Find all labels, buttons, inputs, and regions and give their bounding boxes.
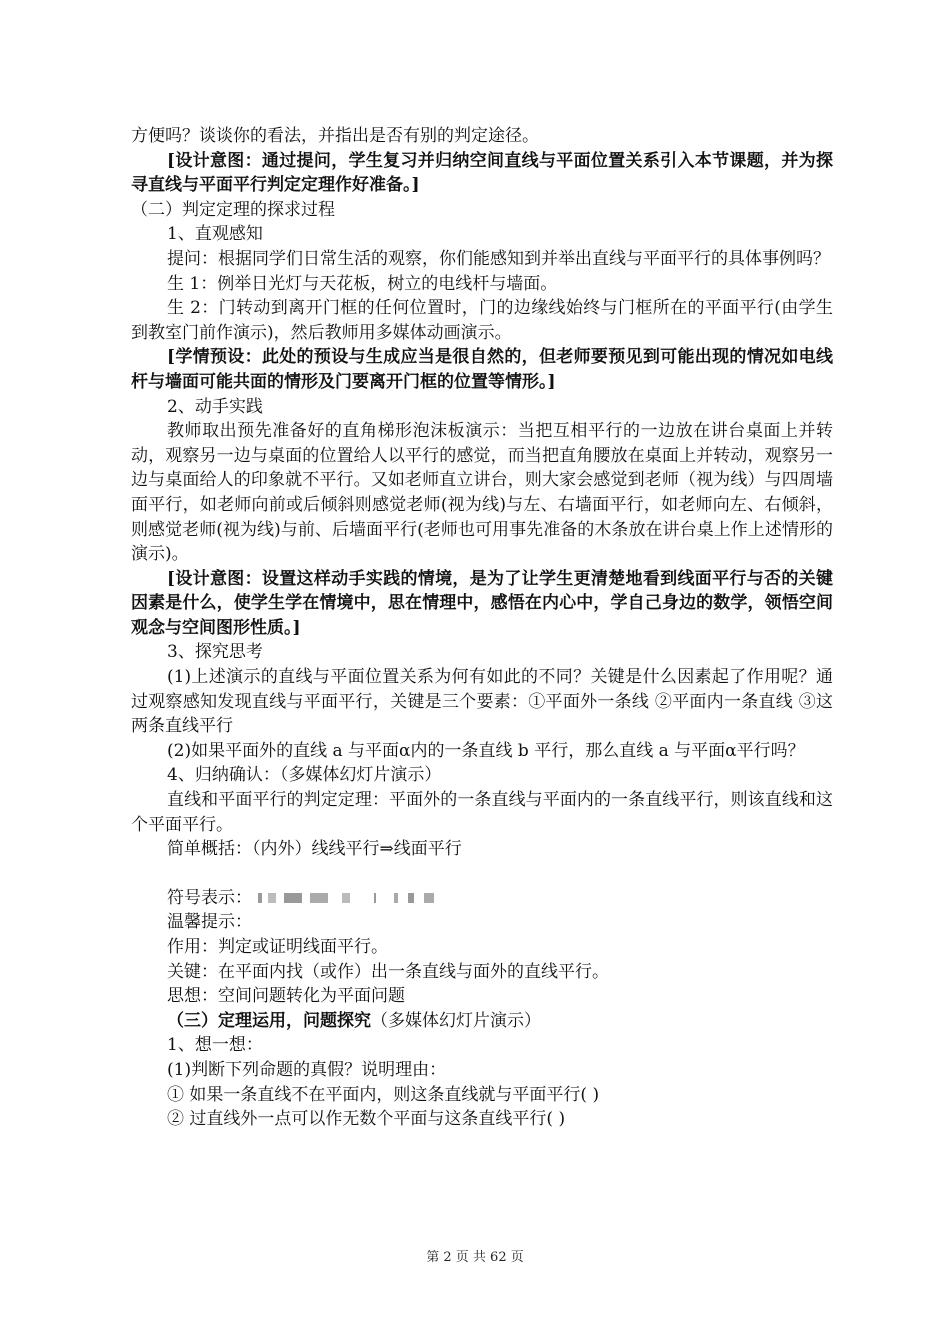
paragraph: 生 2：门转动到离开门框的任何位置时，门的边缘线始终与门框所在的平面平行(由学生到教室门前作演示)，然后教师用多媒体动画演示。 xyxy=(131,298,833,343)
subsection-heading: 3、探究思考 xyxy=(167,642,263,663)
design-intent-note: [设计意图：通过提问，学生复习并归纳空间直线与平面位置关系引入本节课题，并为探寻直线与平面平行判定定理作好准备。] xyxy=(131,150,833,196)
learning-preset-note: [学情预设：此处的预设与生成应当是很自然的，但老师要预见到可能出现的情况如电线杆与墙面可能共面的情形及门要离开门框的位置等情形。] xyxy=(131,347,833,392)
paragraph: (1)上述演示的直线与平面位置关系为何有如此的不同？关键是什么因素起了作用呢？通过观察感知发现直线与平面平行，关键是三个要素：①平面外一条线 ②平面内一条直线 ③这两条直线平行 xyxy=(131,667,833,737)
symbol-label: 符号表示： xyxy=(167,887,252,908)
page-content xyxy=(131,124,833,1132)
paragraph: (2)如果平面外的直线 a 与平面α内的一条直线 b 平行，那么直线 a 与平面α平行吗？ xyxy=(167,740,805,761)
question-item: ① 如果一条直线不在平面内，则这条直线就与平面平行( ) xyxy=(167,1084,600,1105)
tip-line: 关键：在平面内找（或作）出一条直线与面外的直线平行。 xyxy=(167,961,609,982)
paragraph: 教师取出预先准备好的直角梯形泡沫板演示：当把互相平行的一边放在讲台桌面上并转动，观察另一边与桌面的位置给人以平行的感觉，而当把直角腰放在桌面上并转动，观察另一边与桌面给人的印象就不平行。又如老师直立讲台，则大家会感觉到老师（视为线）与四周墙面平行，如老师向前或后倾斜则感觉老师(视为线)与左、右墙面平行，如老师向左、右倾斜，则感觉老师(视为线)与前、后墙面平行(老师也可用事先准备的木条放在讲台桌上作上述情形的演示)。 xyxy=(131,421,833,565)
section-heading xyxy=(131,1009,833,1034)
paragraph: 生 1：例举日光灯与天花板，树立的电线杆与墙面。 xyxy=(167,273,558,294)
tip-line: 思想：空间问题转化为平面问题 xyxy=(167,986,405,1007)
question-item: ② 过直线外一点可以作无数个平面与这条直线平行( ) xyxy=(167,1109,566,1130)
blank-line xyxy=(131,862,833,886)
summary-line: 简单概括：（内外）线线平行⇒线面平行 xyxy=(167,839,462,860)
page-footer: 第 2 页 共 62 页 xyxy=(426,1250,524,1265)
tip-line: 作用：判定或证明线面平行。 xyxy=(167,937,388,957)
section-heading-bold: （三）定理运用，问题探究 xyxy=(167,1010,371,1031)
subsection-heading: 1、想一想： xyxy=(167,1035,263,1056)
section-heading: （二）判定定理的探求过程 xyxy=(131,199,335,220)
garbled-formula-image xyxy=(258,890,458,906)
subsection-heading: 1、直观感知 xyxy=(167,224,263,245)
design-intent-note: [设计意图：设置这样动手实践的情境，是为了让学生更清楚地看到线面平行与否的关键因素是什么，使学生学在情境中，思在情理中，感悟在内心中，学自己身边的数学，领悟空间观念与空间图形性质。] xyxy=(131,568,833,638)
section-heading-note: （多媒体幻灯片演示） xyxy=(371,1010,541,1031)
theorem-statement: 直线和平面平行的判定定理：平面外的一条直线与平面内的一条直线平行，则该直线和这个平面平行。 xyxy=(131,790,833,835)
tip-heading: 温馨提示： xyxy=(167,912,252,933)
paragraph: 提问：根据同学们日常生活的观察，你们能感知到并举出直线与平面平行的具体事例吗？ xyxy=(167,248,830,269)
subsection-heading: 4、归纳确认：（多媒体幻灯片演示） xyxy=(167,765,442,786)
symbol-line xyxy=(131,886,833,911)
question-line: (1)判断下列命题的真假？说明理由： xyxy=(167,1059,447,1080)
subsection-heading: 2、动手实践 xyxy=(167,396,263,417)
paragraph: 方便吗？谈谈你的看法，并指出是否有别的判定途径。 xyxy=(131,126,539,146)
